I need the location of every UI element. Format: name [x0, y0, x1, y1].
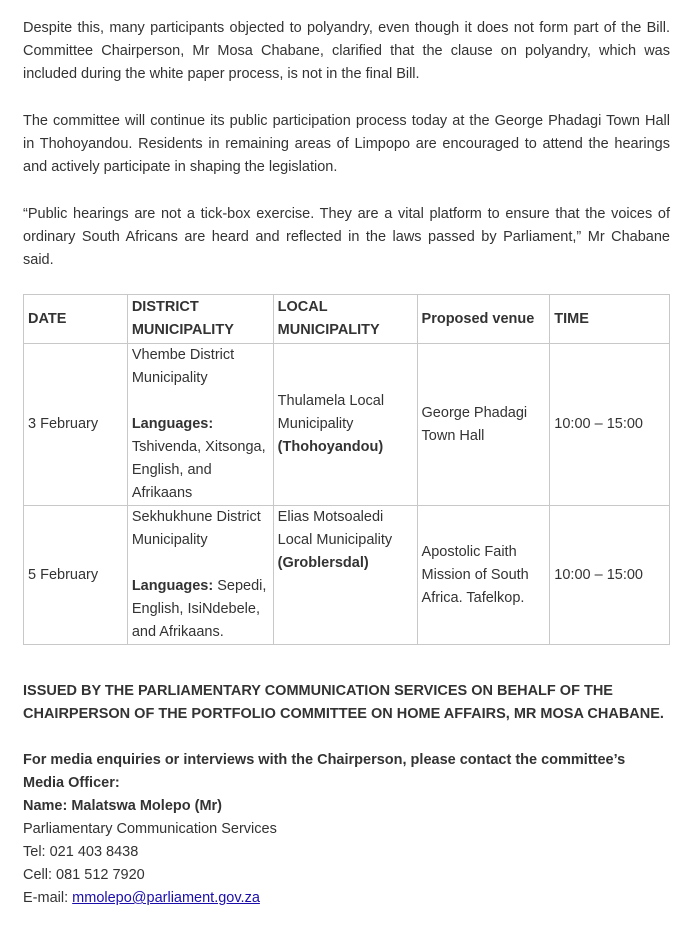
cell-time: 10:00 – 15:00 [550, 506, 670, 645]
paragraph-chabane-quote: “Public hearings are not a tick-box exercise. They are a vital platform to ensure that the voices of ordinary South Africans are heard and reflected in the laws passed by Parliament,” Mr Chabane said. [23, 206, 670, 268]
district-name: Vhembe District Municipality [131, 347, 235, 386]
contact-cellphone: Cell: 081 512 7920 [23, 867, 145, 883]
paragraph-public-participation: The committee will continue its public participation process today at the George Phadagi Town Hall in Thohoyandou. Residents in remaining areas of Limpopo are encouraged to attend the hearings and actively participate in shaping the legislation. [23, 113, 670, 175]
table-row [24, 506, 670, 645]
header-district-municipality: DISTRICT MUNICIPALITY [127, 295, 273, 344]
cell-time: 10:00 – 15:00 [550, 344, 670, 506]
cell-date: 3 February [24, 344, 128, 506]
header-time: TIME [550, 295, 670, 344]
contact-organisation: Parliamentary Communication Services [23, 821, 277, 837]
cell-local [273, 344, 417, 506]
contact-intro: For media enquiries or interviews with the Chairperson, please contact the committee’s Media Officer: [23, 752, 626, 791]
local-municipality-name: Elias Motsoaledi Local Municipality [277, 509, 393, 548]
cell-district [127, 506, 273, 645]
languages-list: Sepedi, English, IsiNdebele, and Afrikaans. [131, 578, 267, 640]
email-link[interactable]: mmolepo@parliament.gov.za [72, 890, 260, 906]
languages-label: Languages: [131, 578, 214, 594]
header-date: DATE [24, 295, 128, 344]
media-contact [23, 749, 670, 910]
hearings-schedule-table [23, 294, 670, 645]
contact-email-line [23, 887, 670, 910]
table-header-row [24, 295, 670, 344]
header-proposed-venue: Proposed venue [417, 295, 550, 344]
email-label: E-mail: [23, 890, 73, 906]
cell-local [273, 506, 417, 645]
local-municipality-name: Thulamela Local Municipality [277, 393, 385, 432]
issued-by-statement: ISSUED BY THE PARLIAMENTARY COMMUNICATION SERVICES ON BEHALF OF THE CHAIRPERSON OF THE PORTFOLIO COMMITTEE ON HOME AFFAIRS, MR MOSA CHABANE. [23, 683, 664, 722]
languages-label: Languages: [131, 416, 214, 432]
local-town: (Thohoyandou) [277, 439, 384, 455]
cell-venue: Apostolic Faith Mission of South Africa. Tafelkop. [417, 506, 550, 645]
paragraph-polyandry: Despite this, many participants objected to polyandry, even though it does not form part of the Bill. Committee Chairperson, Mr Mosa Chabane, clarified that the clause on polyandry, which was included during the white paper process, is not in the final Bill. [23, 20, 670, 82]
contact-telephone: Tel: 021 403 8438 [23, 844, 139, 860]
local-town: (Groblersdal) [277, 555, 369, 571]
table-row [24, 344, 670, 506]
cell-date: 5 February [24, 506, 128, 645]
district-name: Sekhukhune District Municipality [131, 509, 261, 548]
cell-venue: George Phadagi Town Hall [417, 344, 550, 506]
contact-name: Name: Malatswa Molepo (Mr) [23, 798, 222, 814]
header-local-municipality: LOCAL MUNICIPALITY [273, 295, 417, 344]
languages-list: Tshivenda, Xitsonga, English, and Afrikaans [131, 439, 266, 501]
cell-district [127, 344, 273, 506]
